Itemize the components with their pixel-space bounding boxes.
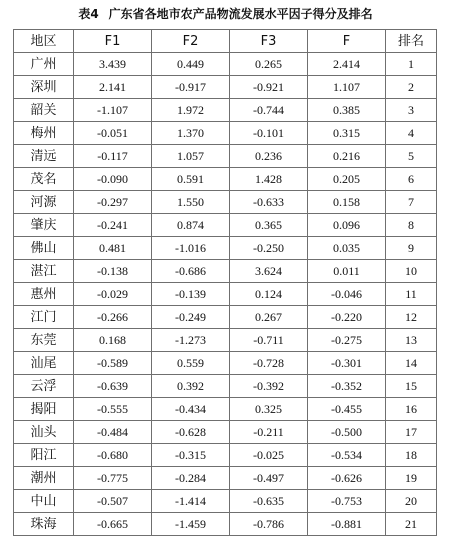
f1-cell: -0.775 (74, 467, 152, 490)
f2-cell: 0.559 (152, 352, 230, 375)
region-cell: 韶关 (14, 99, 74, 122)
region-cell: 云浮 (14, 375, 74, 398)
f2-cell: -1.273 (152, 329, 230, 352)
table-number: 表4 (78, 7, 99, 21)
header-rank: 排名 (386, 30, 437, 53)
header-f3: F3 (230, 30, 308, 53)
region-cell: 广州 (14, 53, 74, 76)
rank-cell: 9 (386, 237, 437, 260)
table-row (14, 467, 437, 490)
region-cell: 江门 (14, 306, 74, 329)
rank-cell: 12 (386, 306, 437, 329)
f3-cell: 0.265 (230, 53, 308, 76)
rank-cell: 11 (386, 283, 437, 306)
f-cell: -0.534 (308, 444, 386, 467)
factor-score-table (13, 29, 437, 536)
rank-cell: 16 (386, 398, 437, 421)
region-cell: 珠海 (14, 513, 74, 536)
table-row (14, 237, 437, 260)
f3-cell: -0.250 (230, 237, 308, 260)
region-cell: 清远 (14, 145, 74, 168)
region-cell: 茂名 (14, 168, 74, 191)
table-body (14, 53, 437, 536)
f-cell: 0.096 (308, 214, 386, 237)
f-cell: -0.626 (308, 467, 386, 490)
table-row (14, 421, 437, 444)
f1-cell: 0.481 (74, 237, 152, 260)
f3-cell: -0.633 (230, 191, 308, 214)
header-f1: F1 (74, 30, 152, 53)
f2-cell: -0.628 (152, 421, 230, 444)
f3-cell: -0.711 (230, 329, 308, 352)
f2-cell: 1.057 (152, 145, 230, 168)
table-row (14, 398, 437, 421)
f1-cell: -1.107 (74, 99, 152, 122)
region-cell: 汕尾 (14, 352, 74, 375)
rank-cell: 18 (386, 444, 437, 467)
rank-cell: 13 (386, 329, 437, 352)
f1-cell: -0.484 (74, 421, 152, 444)
rank-cell: 10 (386, 260, 437, 283)
f-cell: 0.011 (308, 260, 386, 283)
f-cell: -0.352 (308, 375, 386, 398)
f3-cell: -0.497 (230, 467, 308, 490)
region-cell: 揭阳 (14, 398, 74, 421)
f-cell: 0.315 (308, 122, 386, 145)
rank-cell: 4 (386, 122, 437, 145)
f2-cell: -0.686 (152, 260, 230, 283)
f2-cell: -0.917 (152, 76, 230, 99)
f2-cell: -0.249 (152, 306, 230, 329)
table-row (14, 122, 437, 145)
region-cell: 东莞 (14, 329, 74, 352)
f3-cell: -0.101 (230, 122, 308, 145)
f2-cell: -0.284 (152, 467, 230, 490)
f-cell: 1.107 (308, 76, 386, 99)
f3-cell: 0.365 (230, 214, 308, 237)
f1-cell: -0.507 (74, 490, 152, 513)
f3-cell: -0.392 (230, 375, 308, 398)
f-cell: -0.275 (308, 329, 386, 352)
table-row (14, 260, 437, 283)
table-row (14, 375, 437, 398)
f1-cell: -0.138 (74, 260, 152, 283)
f2-cell: 0.591 (152, 168, 230, 191)
rank-cell: 14 (386, 352, 437, 375)
rank-cell: 6 (386, 168, 437, 191)
f3-cell: -0.744 (230, 99, 308, 122)
region-cell: 肇庆 (14, 214, 74, 237)
f3-cell: 3.624 (230, 260, 308, 283)
table-row (14, 444, 437, 467)
f2-cell: 0.449 (152, 53, 230, 76)
f1-cell: -0.680 (74, 444, 152, 467)
f-cell: -0.455 (308, 398, 386, 421)
f2-cell: 1.972 (152, 99, 230, 122)
table-row (14, 99, 437, 122)
f3-cell: 0.325 (230, 398, 308, 421)
region-cell: 湛江 (14, 260, 74, 283)
f3-cell: -0.921 (230, 76, 308, 99)
table-row (14, 513, 437, 536)
region-cell: 中山 (14, 490, 74, 513)
rank-cell: 1 (386, 53, 437, 76)
rank-cell: 3 (386, 99, 437, 122)
f1-cell: -0.297 (74, 191, 152, 214)
f3-cell: 0.124 (230, 283, 308, 306)
region-cell: 河源 (14, 191, 74, 214)
table-row (14, 306, 437, 329)
rank-cell: 8 (386, 214, 437, 237)
f1-cell: 3.439 (74, 53, 152, 76)
f1-cell: -0.266 (74, 306, 152, 329)
f-cell: -0.881 (308, 513, 386, 536)
f-cell: -0.220 (308, 306, 386, 329)
f3-cell: 0.236 (230, 145, 308, 168)
f1-cell: 2.141 (74, 76, 152, 99)
rank-cell: 17 (386, 421, 437, 444)
f3-cell: -0.786 (230, 513, 308, 536)
f-cell: 0.158 (308, 191, 386, 214)
table-row (14, 145, 437, 168)
f2-cell: 1.370 (152, 122, 230, 145)
header-region: 地区 (14, 30, 74, 53)
rank-cell: 5 (386, 145, 437, 168)
rank-cell: 2 (386, 76, 437, 99)
header-f2: F2 (152, 30, 230, 53)
f-cell: 2.414 (308, 53, 386, 76)
region-cell: 惠州 (14, 283, 74, 306)
region-cell: 佛山 (14, 237, 74, 260)
header-f: F (308, 30, 386, 53)
f-cell: 0.385 (308, 99, 386, 122)
f1-cell: -0.639 (74, 375, 152, 398)
f-cell: -0.753 (308, 490, 386, 513)
f1-cell: -0.117 (74, 145, 152, 168)
table-row (14, 329, 437, 352)
f1-cell: -0.051 (74, 122, 152, 145)
table-row (14, 490, 437, 513)
region-cell: 阳江 (14, 444, 74, 467)
table-row (14, 191, 437, 214)
f-cell: 0.035 (308, 237, 386, 260)
f-cell: 0.216 (308, 145, 386, 168)
table-row (14, 214, 437, 237)
f3-cell: -0.728 (230, 352, 308, 375)
table-caption (0, 6, 451, 22)
f2-cell: -1.414 (152, 490, 230, 513)
region-cell: 汕头 (14, 421, 74, 444)
f1-cell: -0.665 (74, 513, 152, 536)
f-cell: 0.205 (308, 168, 386, 191)
f1-cell: -0.555 (74, 398, 152, 421)
f2-cell: 0.874 (152, 214, 230, 237)
f1-cell: -0.090 (74, 168, 152, 191)
rank-cell: 7 (386, 191, 437, 214)
rank-cell: 19 (386, 467, 437, 490)
table-row (14, 283, 437, 306)
rank-cell: 15 (386, 375, 437, 398)
f3-cell: -0.635 (230, 490, 308, 513)
f2-cell: -1.459 (152, 513, 230, 536)
f2-cell: -0.434 (152, 398, 230, 421)
region-cell: 潮州 (14, 467, 74, 490)
f-cell: -0.500 (308, 421, 386, 444)
f1-cell: -0.589 (74, 352, 152, 375)
f3-cell: -0.025 (230, 444, 308, 467)
f1-cell: -0.241 (74, 214, 152, 237)
f2-cell: 0.392 (152, 375, 230, 398)
f2-cell: -1.016 (152, 237, 230, 260)
f-cell: -0.301 (308, 352, 386, 375)
table-row (14, 168, 437, 191)
table-row (14, 76, 437, 99)
region-cell: 深圳 (14, 76, 74, 99)
table-title: 广东省各地市农产品物流发展水平因子得分及排名 (108, 7, 373, 21)
table-row (14, 53, 437, 76)
rank-cell: 20 (386, 490, 437, 513)
f3-cell: -0.211 (230, 421, 308, 444)
f3-cell: 1.428 (230, 168, 308, 191)
header-row (14, 30, 437, 53)
f3-cell: 0.267 (230, 306, 308, 329)
f1-cell: -0.029 (74, 283, 152, 306)
rank-cell: 21 (386, 513, 437, 536)
table-row (14, 352, 437, 375)
f1-cell: 0.168 (74, 329, 152, 352)
region-cell: 梅州 (14, 122, 74, 145)
f2-cell: -0.315 (152, 444, 230, 467)
f2-cell: 1.550 (152, 191, 230, 214)
f-cell: -0.046 (308, 283, 386, 306)
f2-cell: -0.139 (152, 283, 230, 306)
